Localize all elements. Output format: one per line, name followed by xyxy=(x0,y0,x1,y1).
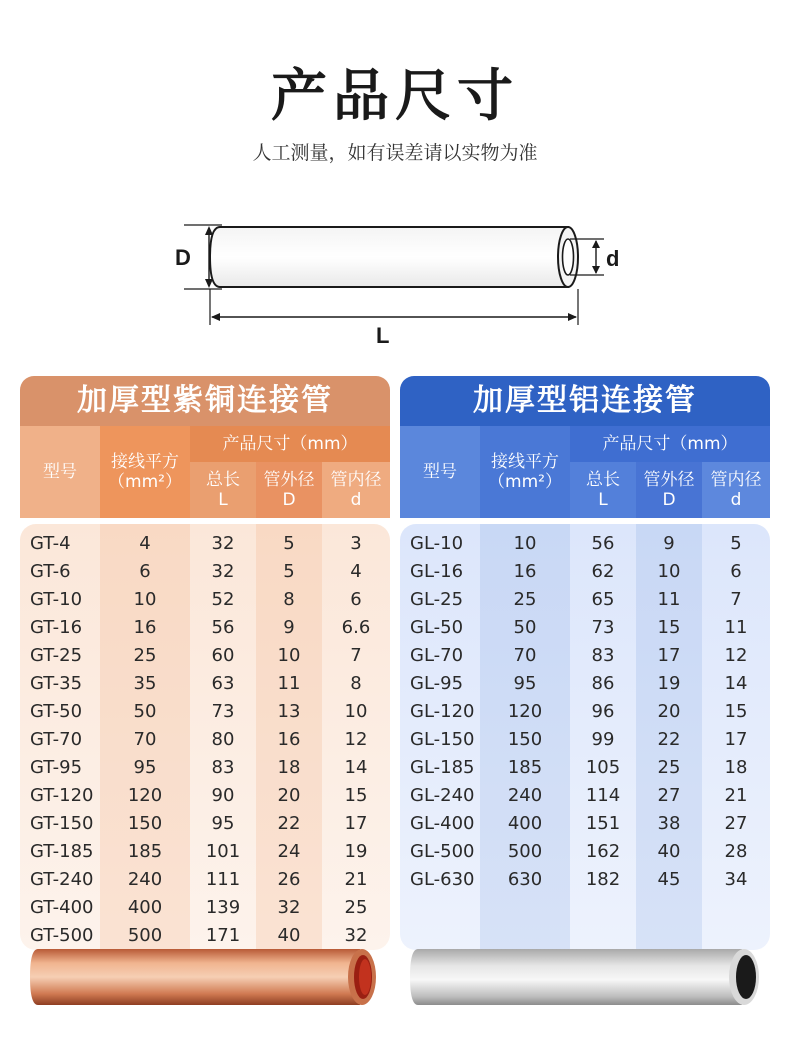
header-area xyxy=(100,426,190,518)
cell-inner-diameter: 25 xyxy=(344,897,368,918)
cell-wire-area: 6 xyxy=(139,561,151,582)
cell-length: 63 xyxy=(211,673,235,694)
table-row xyxy=(400,530,770,558)
cell-wire-area: 70 xyxy=(513,645,537,666)
cell-outer-diameter: 11 xyxy=(277,673,301,694)
table-row xyxy=(20,586,390,614)
cell-outer-diameter: 10 xyxy=(657,561,681,582)
cell-model: GT-10 xyxy=(30,589,83,610)
cell-inner-diameter: 12 xyxy=(724,645,748,666)
cell-model: GL-120 xyxy=(410,701,475,722)
cell-length: 114 xyxy=(585,785,621,806)
cell-outer-diameter: 13 xyxy=(277,701,301,722)
cell-inner-diameter: 17 xyxy=(724,729,748,750)
cell-inner-diameter: 14 xyxy=(344,757,368,778)
header-inner-diameter xyxy=(322,462,390,518)
cell-model: GL-500 xyxy=(410,841,475,862)
table-row xyxy=(400,782,770,810)
cell-model: GL-400 xyxy=(410,813,475,834)
cell-inner-diameter: 15 xyxy=(724,701,748,722)
header-od-line1: 管外径 xyxy=(643,470,695,490)
table-row xyxy=(400,670,770,698)
header-model: 型号 xyxy=(20,426,100,518)
header-length-line1: 总长 xyxy=(206,470,240,490)
cell-length: 86 xyxy=(591,673,615,694)
header-area-line1: 接线平方 xyxy=(111,452,179,472)
cell-model: GL-16 xyxy=(410,561,464,582)
cell-model: GT-25 xyxy=(30,645,83,666)
header-area-line1: 接线平方 xyxy=(491,452,559,472)
cell-outer-diameter: 24 xyxy=(277,841,301,862)
cell-outer-diameter: 5 xyxy=(283,561,295,582)
copper-tube-image xyxy=(30,947,380,1007)
header-area xyxy=(480,426,570,518)
cell-outer-diameter: 20 xyxy=(657,701,681,722)
aluminum-table-body xyxy=(400,524,770,950)
tube-end-inner xyxy=(563,239,574,275)
cell-model: GL-95 xyxy=(410,673,464,694)
cell-wire-area: 10 xyxy=(513,533,537,554)
header-area-line2: （mm²） xyxy=(488,472,562,492)
header-product-size: 产品尺寸（mm） xyxy=(570,426,770,462)
cell-wire-area: 185 xyxy=(507,757,543,778)
table-row xyxy=(20,866,390,894)
cell-inner-diameter: 19 xyxy=(344,841,368,862)
aluminum-table-title: 加厚型铝连接管 xyxy=(400,376,770,426)
header-length xyxy=(570,462,636,518)
cell-length: 162 xyxy=(585,841,621,862)
cell-inner-diameter: 34 xyxy=(724,869,748,890)
table-row xyxy=(20,754,390,782)
cell-inner-diameter: 6 xyxy=(350,589,362,610)
table-row xyxy=(20,698,390,726)
aluminum-rows xyxy=(400,530,770,894)
cell-model: GL-240 xyxy=(410,785,475,806)
cell-inner-diameter: 18 xyxy=(724,757,748,778)
cell-model: GT-500 xyxy=(30,925,94,946)
cell-inner-diameter: 14 xyxy=(724,673,748,694)
table-row xyxy=(20,810,390,838)
cell-model: GT-35 xyxy=(30,673,83,694)
cell-wire-area: 240 xyxy=(507,785,543,806)
cell-wire-area: 185 xyxy=(127,841,163,862)
cell-outer-diameter: 9 xyxy=(663,533,675,554)
cell-outer-diameter: 27 xyxy=(657,785,681,806)
cell-length: 80 xyxy=(211,729,235,750)
cell-model: GT-95 xyxy=(30,757,83,778)
header-outer-diameter xyxy=(636,462,702,518)
cell-wire-area: 400 xyxy=(127,897,163,918)
cell-outer-diameter: 15 xyxy=(657,617,681,638)
cell-wire-area: 500 xyxy=(507,841,543,862)
header-od-line2: D xyxy=(662,490,676,510)
cell-outer-diameter: 11 xyxy=(657,589,681,610)
cell-length: 73 xyxy=(211,701,235,722)
cell-inner-diameter: 21 xyxy=(344,869,368,890)
cell-model: GT-6 xyxy=(30,561,71,582)
header-length xyxy=(190,462,256,518)
cell-inner-diameter: 5 xyxy=(730,533,742,554)
header-length-line1: 总长 xyxy=(586,470,620,490)
cell-outer-diameter: 20 xyxy=(277,785,301,806)
table-row xyxy=(20,838,390,866)
table-row xyxy=(400,726,770,754)
cell-wire-area: 4 xyxy=(139,533,151,554)
table-row xyxy=(20,782,390,810)
cell-model: GL-185 xyxy=(410,757,475,778)
cell-length: 60 xyxy=(211,645,235,666)
table-row xyxy=(20,670,390,698)
cell-wire-area: 500 xyxy=(127,925,163,946)
cell-inner-diameter: 6.6 xyxy=(341,617,371,638)
cell-outer-diameter: 22 xyxy=(277,813,301,834)
cell-wire-area: 50 xyxy=(133,701,157,722)
cell-outer-diameter: 19 xyxy=(657,673,681,694)
cell-model: GT-70 xyxy=(30,729,83,750)
cell-length: 90 xyxy=(211,785,235,806)
copper-table-body xyxy=(20,524,390,950)
header-inner-diameter xyxy=(702,462,770,518)
cell-length: 83 xyxy=(591,645,615,666)
cell-model: GL-50 xyxy=(410,617,464,638)
cell-inner-diameter: 7 xyxy=(350,645,362,666)
cell-outer-diameter: 26 xyxy=(277,869,301,890)
cell-length: 139 xyxy=(205,897,241,918)
cell-model: GT-240 xyxy=(30,869,94,890)
cell-wire-area: 50 xyxy=(513,617,537,638)
cell-length: 73 xyxy=(591,617,615,638)
cell-wire-area: 35 xyxy=(133,673,157,694)
cell-wire-area: 16 xyxy=(513,561,537,582)
cell-length: 95 xyxy=(211,813,235,834)
table-row xyxy=(20,894,390,922)
table-row xyxy=(20,614,390,642)
cell-wire-area: 630 xyxy=(507,869,543,890)
cell-length: 99 xyxy=(591,729,615,750)
header-od-line2: D xyxy=(282,490,296,510)
cell-model: GT-400 xyxy=(30,897,94,918)
cell-outer-diameter: 10 xyxy=(277,645,301,666)
cell-wire-area: 70 xyxy=(133,729,157,750)
cell-inner-diameter: 27 xyxy=(724,813,748,834)
header-product-size: 产品尺寸（mm） xyxy=(190,426,390,462)
cell-length: 52 xyxy=(211,589,235,610)
cell-length: 32 xyxy=(211,533,235,554)
cell-outer-diameter: 38 xyxy=(657,813,681,834)
header-length-line2: L xyxy=(218,490,228,510)
table-row xyxy=(20,530,390,558)
cell-wire-area: 10 xyxy=(133,589,157,610)
aluminum-table-panel xyxy=(400,376,770,950)
cell-model: GL-630 xyxy=(410,869,475,890)
cell-outer-diameter: 40 xyxy=(277,925,301,946)
cell-wire-area: 25 xyxy=(133,645,157,666)
cell-length: 105 xyxy=(585,757,621,778)
cell-outer-diameter: 40 xyxy=(657,841,681,862)
cell-inner-diameter: 6 xyxy=(730,561,742,582)
cell-length: 56 xyxy=(211,617,235,638)
aluminum-tube-image xyxy=(410,947,765,1007)
header-id-line1: 管内径 xyxy=(710,470,762,490)
header-length-line2: L xyxy=(598,490,608,510)
table-row xyxy=(20,642,390,670)
table-row xyxy=(20,726,390,754)
cell-inner-diameter: 4 xyxy=(350,561,362,582)
cell-length: 56 xyxy=(591,533,615,554)
cell-outer-diameter: 8 xyxy=(283,589,295,610)
header-od-line1: 管外径 xyxy=(263,470,315,490)
diameter-inner-label: d xyxy=(606,246,620,271)
cell-inner-diameter: 32 xyxy=(344,925,368,946)
copper-table-title: 加厚型紫铜连接管 xyxy=(20,376,390,426)
cell-model: GT-50 xyxy=(30,701,83,722)
header-model: 型号 xyxy=(400,426,480,518)
cell-model: GT-16 xyxy=(30,617,83,638)
copper-rows xyxy=(20,530,390,950)
cell-inner-diameter: 15 xyxy=(344,785,368,806)
cell-length: 65 xyxy=(591,589,615,610)
cell-outer-diameter: 5 xyxy=(283,533,295,554)
table-row xyxy=(400,754,770,782)
cell-inner-diameter: 8 xyxy=(350,673,362,694)
header-outer-diameter xyxy=(256,462,322,518)
cell-length: 62 xyxy=(591,561,615,582)
cell-inner-diameter: 21 xyxy=(724,785,748,806)
cell-wire-area: 16 xyxy=(133,617,157,638)
cell-length: 101 xyxy=(205,841,241,862)
diameter-outer-label: D xyxy=(175,245,191,270)
cell-length: 151 xyxy=(585,813,621,834)
cell-outer-diameter: 16 xyxy=(277,729,301,750)
table-row xyxy=(400,810,770,838)
cell-length: 182 xyxy=(585,869,621,890)
cell-wire-area: 150 xyxy=(507,729,543,750)
cell-model: GL-10 xyxy=(410,533,464,554)
page-title: 产品尺寸 xyxy=(271,64,519,129)
cell-inner-diameter: 28 xyxy=(724,841,748,862)
cell-model: GT-185 xyxy=(30,841,94,862)
cell-wire-area: 95 xyxy=(513,673,537,694)
cell-model: GT-150 xyxy=(30,813,94,834)
cell-model: GT-120 xyxy=(30,785,94,806)
copper-table-panel xyxy=(20,376,390,950)
cell-length: 83 xyxy=(211,757,235,778)
cell-outer-diameter: 32 xyxy=(277,897,301,918)
table-row xyxy=(400,698,770,726)
table-row xyxy=(20,922,390,950)
header-area-line2: （mm²） xyxy=(108,472,182,492)
cell-wire-area: 120 xyxy=(507,701,543,722)
aluminum-table-header xyxy=(400,426,770,518)
cell-model: GL-70 xyxy=(410,645,464,666)
cell-inner-diameter: 12 xyxy=(344,729,368,750)
tube-outline xyxy=(210,227,568,287)
cell-inner-diameter: 10 xyxy=(344,701,368,722)
cell-outer-diameter: 18 xyxy=(277,757,301,778)
cell-inner-diameter: 11 xyxy=(724,617,748,638)
cell-outer-diameter: 9 xyxy=(283,617,295,638)
table-row xyxy=(400,866,770,894)
header-id-line2: d xyxy=(350,490,362,510)
cell-outer-diameter: 45 xyxy=(657,869,681,890)
table-row xyxy=(400,614,770,642)
table-row xyxy=(400,558,770,586)
cell-inner-diameter: 3 xyxy=(350,533,362,554)
table-row xyxy=(20,558,390,586)
cell-length: 32 xyxy=(211,561,235,582)
cell-wire-area: 150 xyxy=(127,813,163,834)
cell-length: 171 xyxy=(205,925,241,946)
cell-wire-area: 240 xyxy=(127,869,163,890)
cell-inner-diameter: 17 xyxy=(344,813,368,834)
header-id-line1: 管内径 xyxy=(330,470,382,490)
cell-length: 96 xyxy=(591,701,615,722)
cell-wire-area: 95 xyxy=(133,757,157,778)
cell-length: 111 xyxy=(205,869,241,890)
cell-outer-diameter: 17 xyxy=(657,645,681,666)
cell-wire-area: 400 xyxy=(507,813,543,834)
table-row xyxy=(400,838,770,866)
cell-inner-diameter: 7 xyxy=(730,589,742,610)
cell-outer-diameter: 22 xyxy=(657,729,681,750)
cell-model: GT-4 xyxy=(30,533,71,554)
table-row xyxy=(400,586,770,614)
cell-wire-area: 120 xyxy=(127,785,163,806)
page-subtitle: 人工测量，如有误差请以实物为准 xyxy=(252,142,538,164)
cell-outer-diameter: 25 xyxy=(657,757,681,778)
copper-table-header xyxy=(20,426,390,518)
table-row xyxy=(400,642,770,670)
cell-model: GL-150 xyxy=(410,729,475,750)
length-label: L xyxy=(376,323,390,348)
tube-dimension-diagram xyxy=(160,205,630,355)
header-id-line2: d xyxy=(730,490,742,510)
cell-model: GL-25 xyxy=(410,589,464,610)
cell-wire-area: 25 xyxy=(513,589,537,610)
